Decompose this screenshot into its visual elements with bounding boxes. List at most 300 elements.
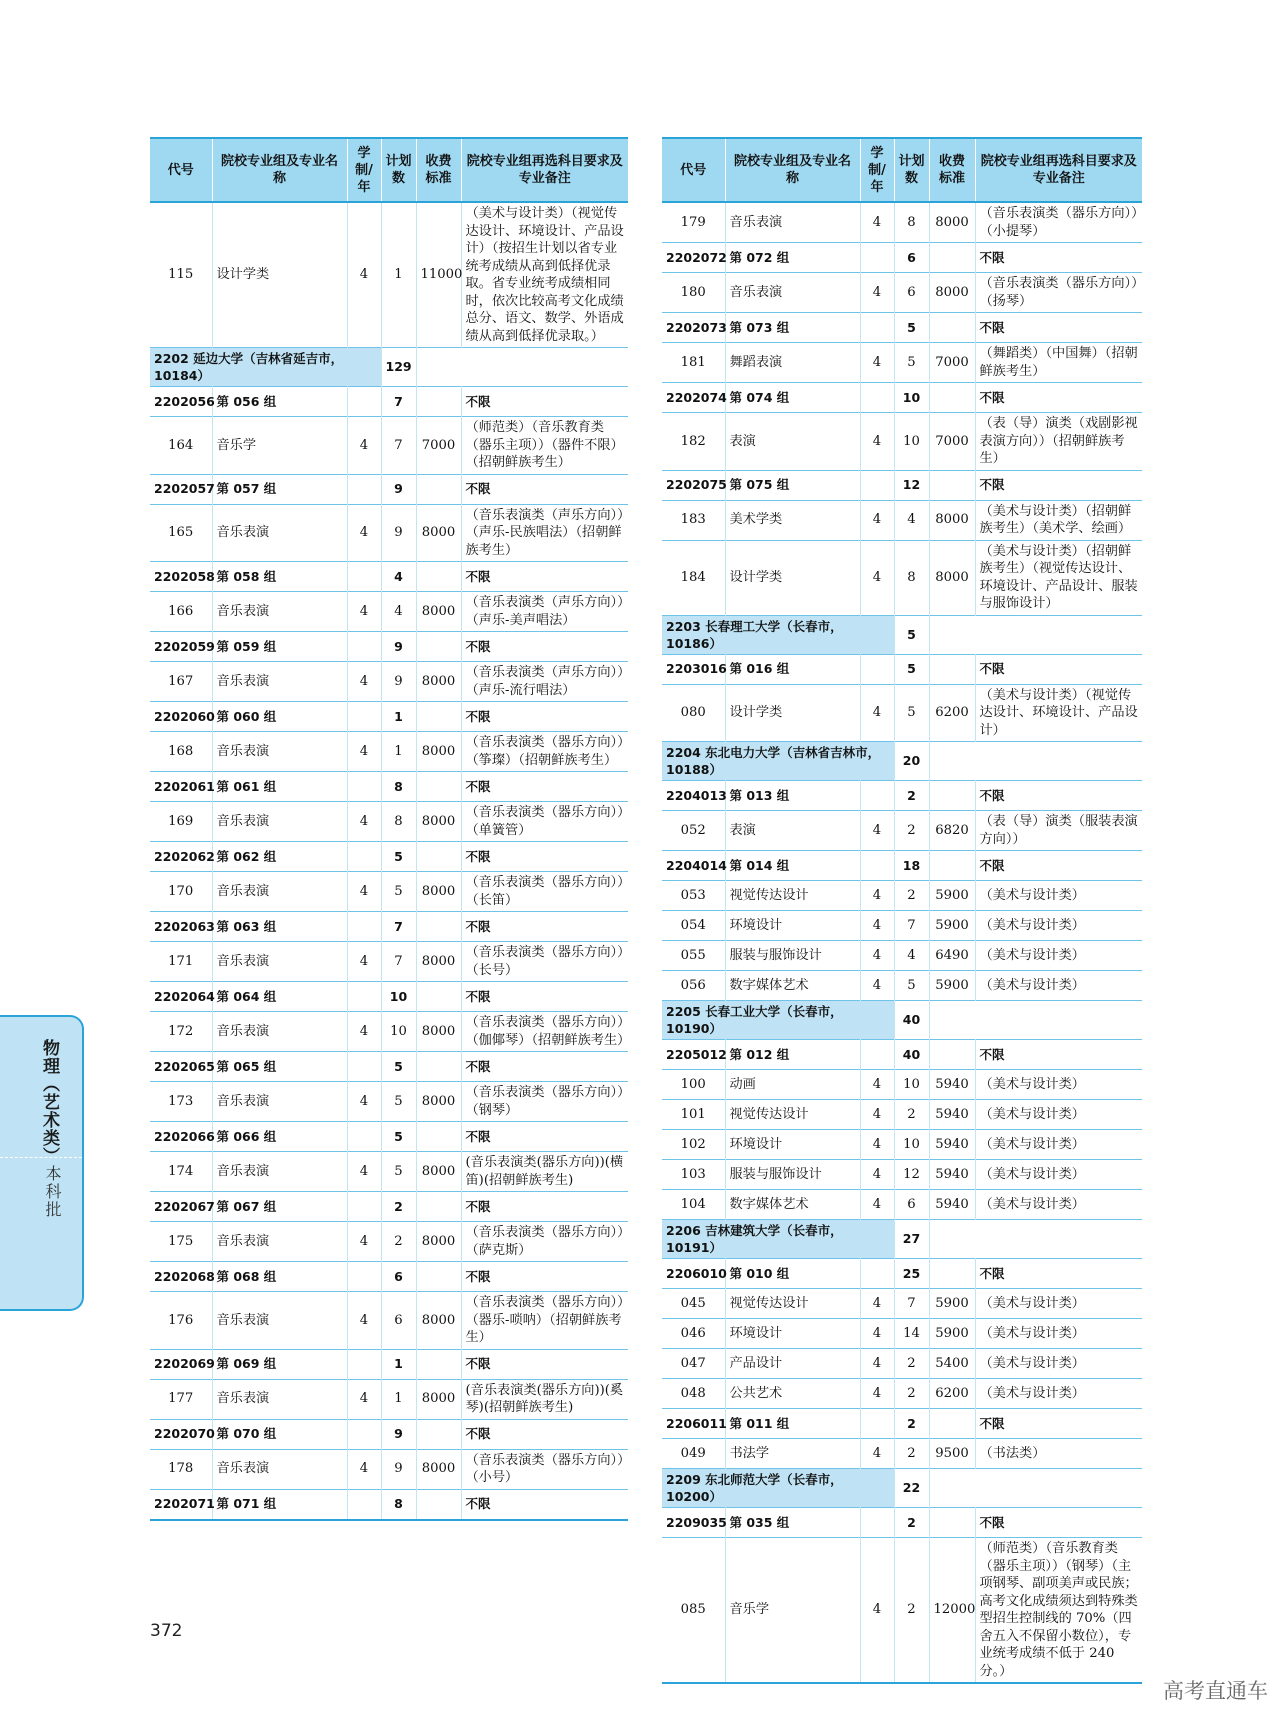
group-years-empty [860,781,894,811]
major-name: 音乐表演 [212,1292,347,1350]
group-subject-requirement: 不限 [461,772,628,802]
group-code: 2202071 [154,1496,215,1512]
group-code: 2202057 [154,481,215,497]
group-plan-count: 1 [381,702,416,732]
group-years-empty [347,702,381,732]
major-note: （音乐表演类（器乐方向））（筝璨）（招朝鲜族考生） [461,732,628,772]
major-note: （表（导）演类（服装表演方向）） [975,811,1142,851]
group-years-empty [860,1040,894,1070]
group-fee-empty [929,1508,975,1538]
group-plan-count: 2 [894,781,929,811]
major-name: 音乐表演 [212,592,347,632]
major-row [662,1070,1142,1100]
group-name: 第 066 组 [212,1122,347,1152]
group-subject-requirement: 不限 [461,1349,628,1379]
group-subject-requirement: 不限 [461,1122,628,1152]
major-years: 4 [347,1152,381,1192]
major-fee: 8000 [416,592,461,632]
group-row [150,702,628,732]
header-fee: 收费标准 [929,138,975,202]
major-plan-count: 7 [894,1289,929,1319]
header-major: 院校专业组及专业名称 [725,138,860,202]
group-name: 第 059 组 [212,632,347,662]
major-plan-count: 9 [381,504,416,562]
major-code: 103 [680,1166,706,1182]
major-name: 音乐表演 [212,1012,347,1052]
major-note: （美术与设计类）（招朝鲜族考生）（视觉传达设计、环境设计、产品设计、服装与服饰设计） [975,540,1142,615]
group-fee-empty [929,654,975,684]
major-years: 4 [860,684,894,742]
major-name: 音乐表演 [212,1449,347,1489]
major-fee: 8000 [416,1449,461,1489]
group-fee-empty [416,1122,461,1152]
university-row [150,348,628,387]
group-name: 第 069 组 [212,1349,347,1379]
group-code: 2202061 [154,778,215,794]
major-years: 4 [860,1538,894,1684]
major-fee: 12000 [929,1538,975,1684]
group-plan-count: 18 [894,851,929,881]
header-code: 代号 [662,138,725,202]
group-code: 2202066 [154,1128,215,1144]
major-note: （美术与设计类） [975,941,1142,971]
group-name: 第 067 组 [212,1192,347,1222]
major-name: 服装与服饰设计 [725,941,860,971]
major-note: （舞蹈类）（中国舞）（招朝鲜族考生） [975,343,1142,383]
major-plan-count: 5 [894,971,929,1001]
group-name: 第 010 组 [725,1259,860,1289]
major-code: 177 [168,1391,194,1407]
major-name: 音乐表演 [212,1082,347,1122]
major-plan-count: 7 [381,942,416,982]
major-note: （美术与设计类） [975,1190,1142,1220]
group-subject-requirement: 不限 [461,1052,628,1082]
major-fee: 5900 [929,911,975,941]
group-code: 2205012 [666,1046,727,1062]
major-years: 4 [860,811,894,851]
major-name: 音乐学 [725,1538,860,1684]
major-code: 055 [680,947,706,963]
major-fee: 8000 [416,732,461,772]
group-subject-requirement: 不限 [461,632,628,662]
major-note: （美术与设计类） [975,1070,1142,1100]
group-years-empty [860,313,894,343]
major-fee: 8000 [416,1082,461,1122]
header-note: 院校专业组再选科目要求及专业备注 [975,138,1142,202]
major-years: 4 [347,1379,381,1419]
major-name: 音乐表演 [212,802,347,842]
major-code: 171 [168,953,194,969]
major-fee: 5900 [929,1289,975,1319]
group-code: 2202069 [154,1356,215,1372]
university-empty-cell [929,1469,1142,1508]
group-row [662,1508,1142,1538]
major-plan-count: 10 [894,413,929,471]
major-plan-count: 5 [381,1152,416,1192]
group-fee-empty [929,313,975,343]
group-name: 第 013 组 [725,781,860,811]
group-years-empty [347,1052,381,1082]
group-years-empty [347,1122,381,1152]
major-name: 视觉传达设计 [725,1289,860,1319]
university-empty-cell [929,742,1142,781]
major-plan-count: 4 [894,500,929,540]
group-plan-count: 6 [381,1262,416,1292]
major-code: 183 [680,512,706,528]
group-code: 2209035 [666,1514,727,1530]
header-years: 学制/年 [860,138,894,202]
major-name: 音乐表演 [212,872,347,912]
major-row [662,1379,1142,1409]
major-row [150,732,628,772]
major-plan-count: 5 [381,1082,416,1122]
major-row [662,343,1142,383]
major-years: 4 [347,1449,381,1489]
group-code: 2202060 [154,708,215,724]
group-code: 2204013 [666,787,727,803]
major-name: 美术学类 [725,500,860,540]
major-row [662,971,1142,1001]
major-code: 182 [680,433,706,449]
major-plan-count: 2 [381,1222,416,1262]
group-name: 第 016 组 [725,654,860,684]
major-code: 170 [168,883,194,899]
group-name: 第 074 组 [725,383,860,413]
header-major: 院校专业组及专业名称 [212,138,347,202]
major-note: （美术与设计类）（视觉传达设计、环境设计、产品设计） [975,684,1142,742]
major-note: （音乐表演类（声乐方向））（声乐-美声唱法） [461,592,628,632]
major-fee: 6200 [929,1379,975,1409]
major-note: （音乐表演类（器乐方向））（单簧管） [461,802,628,842]
group-subject-requirement: 不限 [975,243,1142,273]
university-plan-count: 5 [894,615,929,654]
group-row [662,470,1142,500]
group-plan-count: 40 [894,1040,929,1070]
group-years-empty [347,772,381,802]
university-name: 2206 吉林建筑大学（长春市，10191） [662,1220,894,1259]
group-subject-requirement: 不限 [461,474,628,504]
major-name: 公共艺术 [725,1379,860,1409]
group-subject-requirement: 不限 [461,842,628,872]
major-plan-count: 8 [894,540,929,615]
group-plan-count: 5 [894,654,929,684]
major-years: 4 [860,941,894,971]
major-years: 4 [860,413,894,471]
university-name: 2209 东北师范大学（长春市，10200） [662,1469,894,1508]
major-code: 048 [680,1385,706,1401]
major-plan-count: 4 [894,941,929,971]
group-code: 2202075 [666,477,727,493]
major-note: （音乐表演类（器乐方向））（扬琴） [975,273,1142,313]
header-plan: 计划数 [894,138,929,202]
group-code: 2202062 [154,848,215,864]
admission-table-right [662,137,1142,1684]
group-row [150,1349,628,1379]
group-name: 第 011 组 [725,1409,860,1439]
major-years: 4 [860,1439,894,1469]
header-years: 学制/年 [347,138,381,202]
university-empty-cell [929,1220,1142,1259]
group-code: 2202074 [666,389,727,405]
group-years-empty [347,842,381,872]
major-row [662,911,1142,941]
major-row [662,1130,1142,1160]
group-years-empty [347,1489,381,1520]
group-subject-requirement: 不限 [461,1262,628,1292]
major-name: 音乐表演 [212,1152,347,1192]
major-fee: 6490 [929,941,975,971]
group-subject-requirement: 不限 [461,982,628,1012]
major-name: 音乐表演 [212,732,347,772]
major-note: （书法类） [975,1439,1142,1469]
major-years: 4 [347,872,381,912]
major-row [150,1379,628,1419]
major-name: 数字媒体艺术 [725,971,860,1001]
group-years-empty [347,387,381,417]
group-plan-count: 2 [894,1409,929,1439]
group-row [150,1122,628,1152]
page-number: 372 [150,1621,183,1641]
major-note: （美术与设计类） [975,1349,1142,1379]
group-plan-count: 5 [381,842,416,872]
major-years: 4 [347,202,381,348]
major-note: （美术与设计类）（招朝鲜族考生）（美术学、绘画） [975,500,1142,540]
major-fee: 6820 [929,811,975,851]
major-note: （音乐表演类（器乐方向））（伽倻琴）（招朝鲜族考生） [461,1012,628,1052]
major-name: 服装与服饰设计 [725,1160,860,1190]
major-code: 184 [680,569,706,585]
group-fee-empty [416,1489,461,1520]
major-years: 4 [860,1070,894,1100]
group-fee-empty [416,1192,461,1222]
major-years: 4 [860,500,894,540]
group-plan-count: 25 [894,1259,929,1289]
major-code: 085 [680,1602,706,1618]
group-fee-empty [416,1262,461,1292]
major-plan-count: 5 [894,684,929,742]
major-years: 4 [347,504,381,562]
group-row [662,1040,1142,1070]
major-years: 4 [347,802,381,842]
major-code: 100 [680,1076,706,1092]
group-fee-empty [416,982,461,1012]
table-header-row [662,138,1142,202]
major-row [150,1222,628,1262]
group-plan-count: 10 [381,982,416,1012]
major-name: 音乐学 [212,417,347,475]
major-code: 173 [168,1093,194,1109]
group-row [662,851,1142,881]
group-row [662,1259,1142,1289]
major-name: 环境设计 [725,1319,860,1349]
major-name: 舞蹈表演 [725,343,860,383]
major-code: 168 [168,743,194,759]
major-code: 175 [168,1233,194,1249]
major-fee: 8000 [929,273,975,313]
major-plan-count: 2 [894,1100,929,1130]
group-name: 第 061 组 [212,772,347,802]
group-code: 2202063 [154,918,215,934]
major-fee: 8000 [416,802,461,842]
major-fee: 5940 [929,1100,975,1130]
admission-table-left [150,137,631,1521]
major-name: 设计学类 [725,684,860,742]
major-years: 4 [347,417,381,475]
major-years: 4 [347,1012,381,1052]
major-plan-count: 6 [894,273,929,313]
group-subject-requirement: 不限 [461,562,628,592]
group-fee-empty [416,387,461,417]
major-fee: 7000 [929,413,975,471]
major-name: 表演 [725,413,860,471]
group-years-empty [347,632,381,662]
group-subject-requirement: 不限 [975,1508,1142,1538]
group-name: 第 063 组 [212,912,347,942]
major-row [662,1319,1142,1349]
group-name: 第 062 组 [212,842,347,872]
major-fee: 5940 [929,1130,975,1160]
group-row [150,562,628,592]
group-row [662,654,1142,684]
major-row [662,941,1142,971]
group-subject-requirement: 不限 [975,1040,1142,1070]
major-plan-count: 2 [894,1538,929,1684]
group-row [662,243,1142,273]
major-years: 4 [860,1349,894,1379]
group-years-empty [347,1192,381,1222]
group-name: 第 068 组 [212,1262,347,1292]
group-fee-empty [929,383,975,413]
group-fee-empty [929,470,975,500]
major-years: 4 [860,1319,894,1349]
table-header-row [150,138,628,202]
major-code: 167 [168,673,194,689]
group-years-empty [347,1349,381,1379]
major-note: （美术与设计类） [975,1289,1142,1319]
major-fee: 8000 [929,500,975,540]
group-fee-empty [416,474,461,504]
group-plan-count: 4 [381,562,416,592]
section-side-tab [0,1015,84,1311]
group-name: 第 070 组 [212,1419,347,1449]
major-note: （音乐表演类（器乐方向））（长笛） [461,872,628,912]
group-plan-count: 9 [381,1419,416,1449]
group-name: 第 012 组 [725,1040,860,1070]
major-code: 176 [168,1312,194,1328]
major-code: 101 [680,1106,706,1122]
major-fee: 5900 [929,971,975,1001]
group-name: 第 058 组 [212,562,347,592]
major-years: 4 [860,911,894,941]
major-years: 4 [860,1289,894,1319]
header-note: 院校专业组再选科目要求及专业备注 [461,138,628,202]
major-note: （表（导）演类（戏剧影视表演方向））（招朝鲜族考生） [975,413,1142,471]
group-years-empty [860,851,894,881]
group-plan-count: 8 [381,772,416,802]
major-name: 音乐表演 [725,273,860,313]
group-code: 2202068 [154,1268,215,1284]
major-note: （音乐表演类（器乐方向））（钢琴） [461,1082,628,1122]
major-plan-count: 7 [894,911,929,941]
major-note: （师范类）（音乐教育类（器乐主项））（钢琴）（主项钢琴、副项美声或民族；高考文化成绩须达到特殊类型招生控制线的 70%（四舍五入不保留小数位），专业统考成绩不低于 240 分。） [975,1538,1142,1684]
major-row [150,504,628,562]
major-fee: 8000 [416,1379,461,1419]
group-row [662,781,1142,811]
group-row [150,1262,628,1292]
group-plan-count: 12 [894,470,929,500]
major-fee: 5940 [929,1070,975,1100]
major-code: 053 [680,887,706,903]
major-years: 4 [347,1082,381,1122]
header-fee: 收费标准 [416,138,461,202]
group-code: 2206010 [666,1265,727,1281]
group-code: 2202064 [154,988,215,1004]
group-row [150,1419,628,1449]
group-name: 第 071 组 [212,1489,347,1520]
group-code: 2202067 [154,1198,215,1214]
major-years: 4 [347,732,381,772]
major-code: 047 [680,1355,706,1371]
major-row [662,684,1142,742]
major-plan-count: 10 [894,1070,929,1100]
group-years-empty [347,912,381,942]
group-years-empty [860,1259,894,1289]
major-name: 音乐表演 [212,662,347,702]
university-plan-count: 27 [894,1220,929,1259]
major-years: 4 [860,540,894,615]
group-fee-empty [416,632,461,662]
university-name: 2205 长春工业大学（长春市，10190） [662,1001,894,1040]
major-row [150,1449,628,1489]
group-subject-requirement: 不限 [975,470,1142,500]
university-name: 2203 长春理工大学（长春市，10186） [662,615,894,654]
group-plan-count: 10 [894,383,929,413]
major-plan-count: 7 [381,417,416,475]
major-name: 音乐表演 [725,202,860,243]
group-plan-count: 2 [381,1192,416,1222]
group-name: 第 057 组 [212,474,347,504]
major-code: 174 [168,1163,194,1179]
major-code: 115 [168,267,194,283]
group-code: 2202072 [666,249,727,265]
group-name: 第 064 组 [212,982,347,1012]
major-fee: 8000 [416,942,461,982]
group-row [662,1409,1142,1439]
side-tab-divider [0,1157,82,1158]
major-name: 设计学类 [212,202,347,348]
major-plan-count: 12 [894,1160,929,1190]
group-years-empty [860,654,894,684]
major-code: 165 [168,525,194,540]
major-fee: 8000 [416,504,461,562]
major-row [662,881,1142,911]
major-note: （美术与设计类）（视觉传达设计、环境设计、产品设计）（按招生计划以省专业统考成绩从高到低择优录取。省专业统考成绩相同时，依次比较高考文化成绩总分、语文、数学、外语成绩从高到低择优录取。） [461,202,628,348]
major-note: （音乐表演类（器乐方向））（小提琴） [975,202,1142,243]
major-name: 视觉传达设计 [725,1100,860,1130]
group-plan-count: 5 [894,313,929,343]
major-row [662,811,1142,851]
group-row [150,1489,628,1520]
major-code: 049 [680,1445,706,1461]
major-plan-count: 8 [381,802,416,842]
major-code: 056 [680,977,706,993]
group-plan-count: 8 [381,1489,416,1520]
header-code: 代号 [150,138,212,202]
group-row [150,632,628,662]
group-name: 第 014 组 [725,851,860,881]
major-plan-count: 5 [381,872,416,912]
group-subject-requirement: 不限 [975,383,1142,413]
